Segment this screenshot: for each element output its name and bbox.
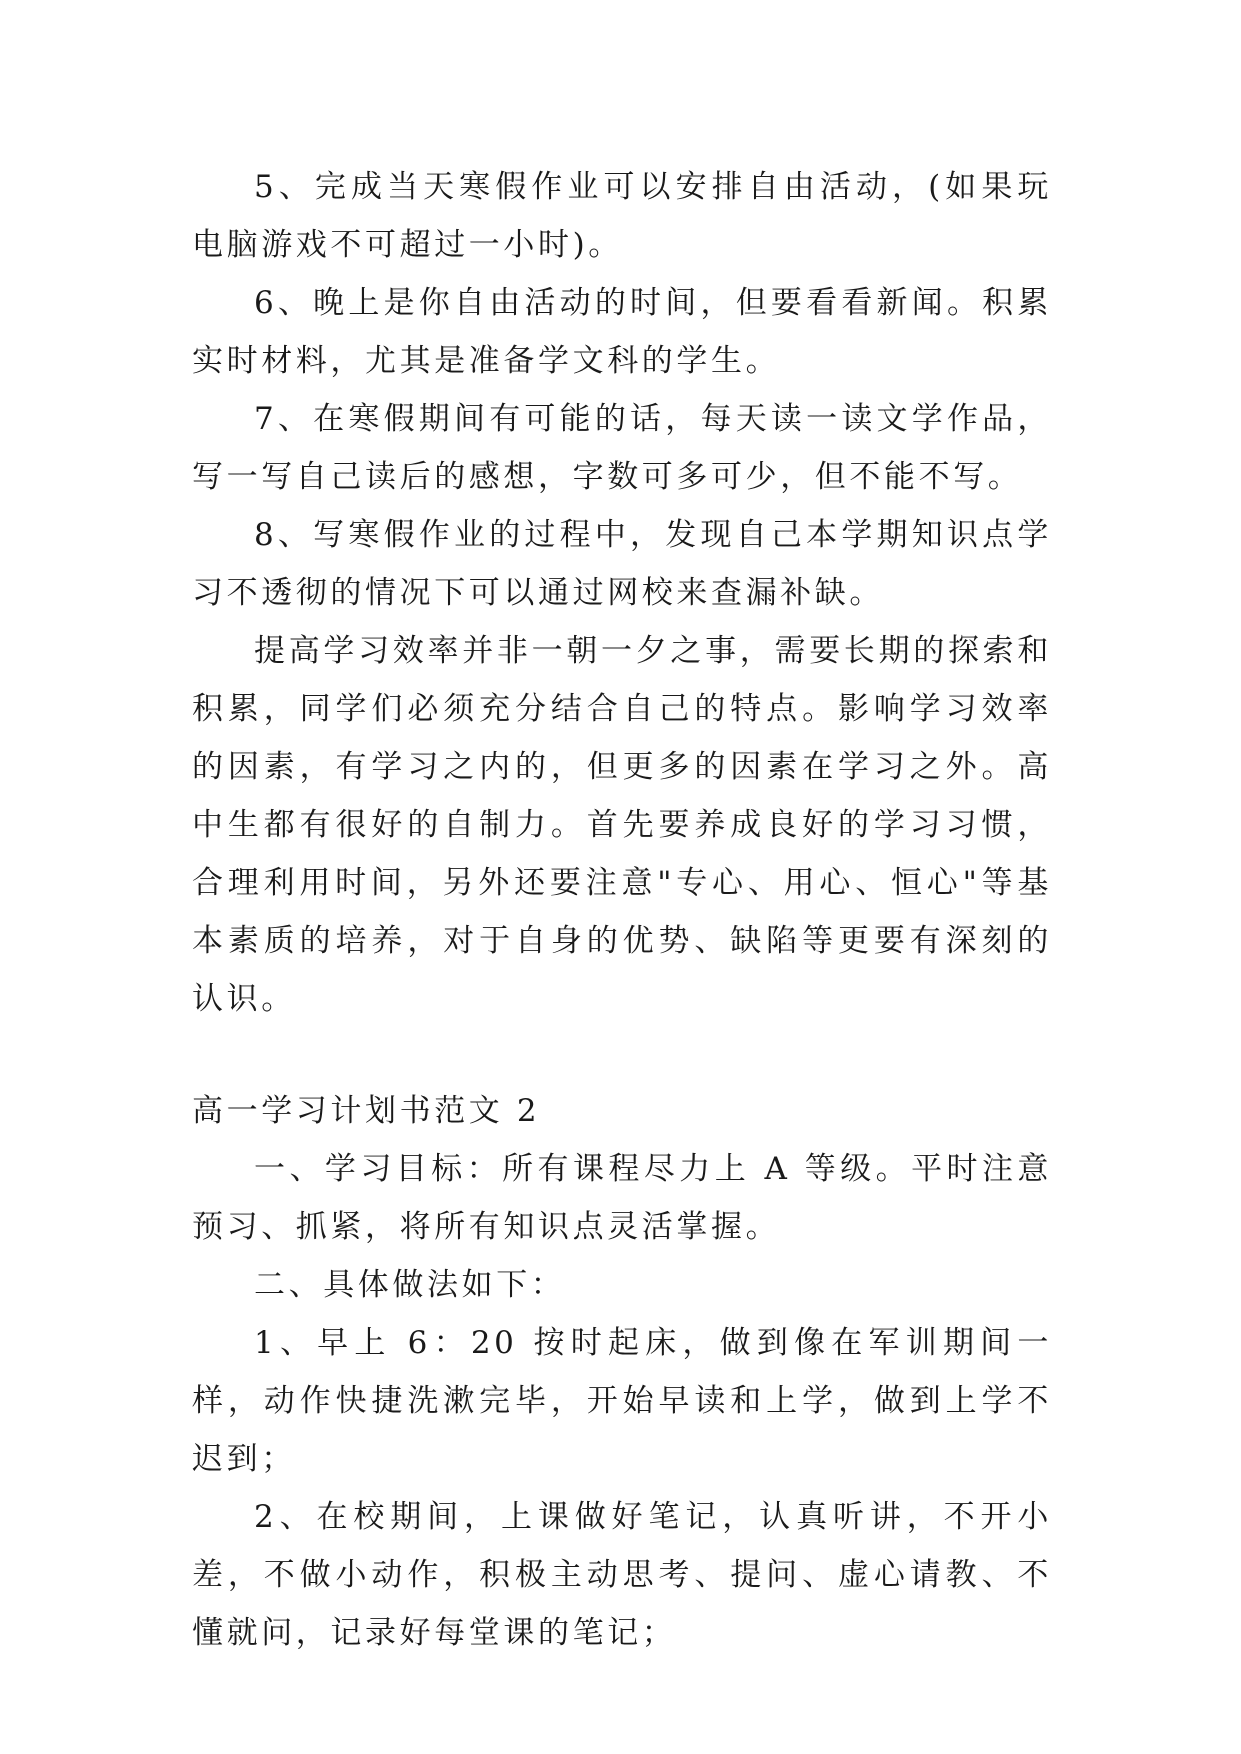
paragraph-goal: 一、学习目标：所有课程尽力上 A 等级。平时注意预习、抓紧，将所有知识点灵活掌握。: [192, 1151, 1052, 1245]
paragraph-item-7: 7、在寒假期间有可能的话，每天读一读文学作品，写一写自己读后的感想，字数可多可少，但不能不写。: [192, 401, 1052, 495]
paragraph-summary: 提高学习效率并非一朝一夕之事，需要长期的探索和积累，同学们必须充分结合自己的特点。影响学习效率的因素，有学习之内的，但更多的因素在学习之外。高中生都有很好的自制力。首先要养成良好的学习习惯，合理利用时间，另外还要注意"专心、用心、恒心"等基本素质的培养，对于自身的优势、缺陷等更要有深刻的认识。: [192, 633, 1052, 1017]
paragraph-methods-heading: 二、具体做法如下：: [254, 1267, 566, 1303]
paragraph-method-1: 1、早上 6：20 按时起床，做到像在军训期间一样，动作快捷洗漱完毕，开始早读和上学，做到上学不迟到；: [192, 1325, 1052, 1477]
section-title: 高一学习计划书范文 2: [192, 1093, 541, 1129]
document-body: [192, 158, 1052, 1662]
paragraph-item-5: 5、完成当天寒假作业可以安排自由活动，(如果玩电脑游戏不可超过一小时)。: [192, 169, 1052, 263]
paragraph-item-6: 6、晚上是你自由活动的时间，但要看看新闻。积累实时材料，尤其是准备学文科的学生。: [192, 285, 1052, 379]
paragraph-method-2: 2、在校期间，上课做好笔记，认真听讲，不开小差，不做小动作，积极主动思考、提问、虚心请教、不懂就问，记录好每堂课的笔记；: [192, 1499, 1052, 1651]
paragraph-item-8: 8、写寒假作业的过程中，发现自己本学期知识点学习不透彻的情况下可以通过网校来查漏补缺。: [192, 517, 1052, 611]
